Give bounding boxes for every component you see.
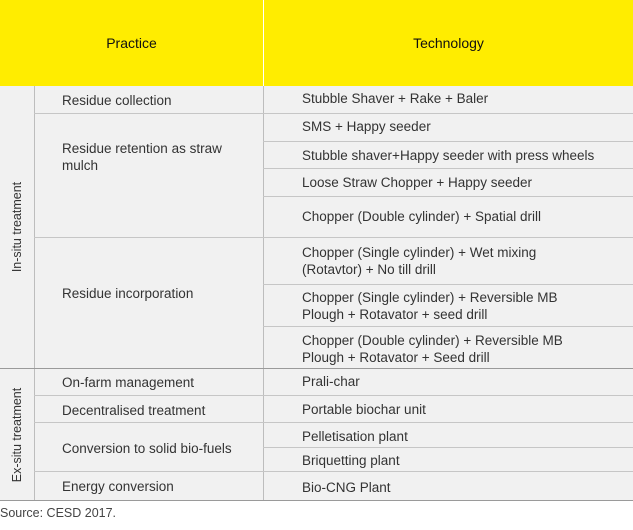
column-divider [34, 86, 35, 501]
row-divider [263, 447, 633, 448]
practice-cell: Residue incorporation [62, 286, 194, 301]
technology-cell: Prali-char [302, 374, 360, 389]
source-note: Source: CESD 2017. [0, 506, 117, 520]
row-divider [34, 471, 633, 472]
row-divider [263, 284, 633, 285]
technology-cell: Stubble shaver+Happy seeder with press wheels [302, 148, 595, 163]
row-divider [263, 168, 633, 169]
row-divider [34, 395, 633, 396]
technology-cell: SMS + Happy seeder [302, 119, 431, 134]
practice-cell: Decentralised treatment [62, 403, 206, 418]
technology-cell: Chopper (Single cylinder) + Reversible MB Plough + Rotavator + seed drill [302, 290, 558, 322]
row-divider [263, 141, 633, 142]
row-divider [34, 113, 633, 114]
technology-cell: Portable biochar unit [302, 402, 426, 417]
group-label-text: In-situ treatment [10, 181, 25, 273]
technology-cell: Bio-CNG Plant [302, 480, 391, 495]
group-label-in-situ [0, 86, 34, 368]
technology-cell: Stubble Shaver + Rake + Baler [302, 91, 489, 106]
header-technology: Technology [413, 35, 484, 51]
practice-cell: Residue retention as straw mulch [62, 141, 222, 173]
table-bottom-rule [0, 500, 633, 501]
technology-cell: Chopper (Double cylinder) + Spatial drill [302, 209, 541, 224]
practice-cell: Residue collection [62, 93, 172, 108]
row-divider [34, 422, 633, 423]
group-divider [0, 368, 633, 369]
practice-cell: Energy conversion [62, 479, 174, 494]
technology-cell: Briquetting plant [302, 453, 400, 468]
technology-cell: Chopper (Double cylinder) + Reversible MB Plough + Rotavator + Seed drill [302, 333, 563, 365]
technology-cell: Chopper (Single cylinder) + Wet mixing (Rotavtor) + No till drill [302, 245, 537, 277]
header-practice: Practice [106, 35, 157, 51]
row-divider [34, 237, 633, 238]
row-divider [263, 196, 633, 197]
column-divider [263, 86, 264, 501]
row-divider [263, 326, 633, 327]
practice-cell: Conversion to solid bio-fuels [62, 441, 232, 456]
technology-cell: Pelletisation plant [302, 429, 408, 444]
group-label-text: Ex-situ treatment [10, 387, 25, 482]
group-label-ex-situ [0, 369, 34, 500]
practice-cell: On-farm management [62, 375, 195, 390]
technology-cell: Loose Straw Chopper + Happy seeder [302, 175, 533, 190]
